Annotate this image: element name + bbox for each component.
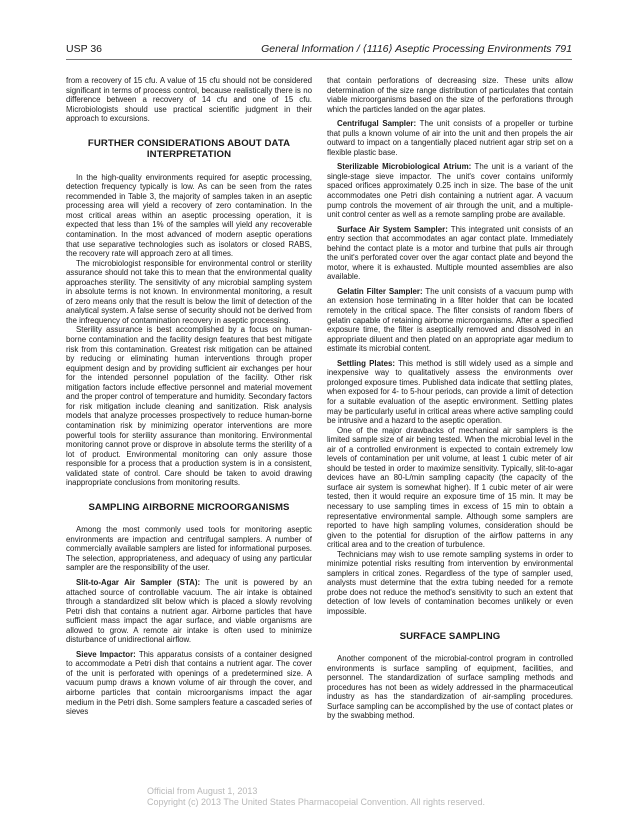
paragraph: that contain perforations of decreasing size. These units allow determination of the size range distribution of particulates that contain viable microorganisms based on the size of the perforations through which the particles landed on the agar plates.: [327, 76, 573, 114]
left-column: [66, 76, 312, 717]
section-heading-surface: SURFACE SAMPLING: [399, 630, 501, 642]
runin-label: Slit-to-Agar Air Sampler (STA):: [76, 578, 201, 588]
paragraph: Another component of the microbial-control program in controlled environments is surface sampling of equipment, facilities, and personnel. The standardization of surface sampling methods and procedures has not been as widely addressed in the pharmaceutical industry as has the standardization of air-sampling procedures. Surface sampling can be accomplished by the use of contact plates or by the swabbing method.: [327, 654, 573, 721]
section-heading-airborne: SAMPLING AIRBORNE MICROORGANISMS: [88, 501, 290, 513]
runin-label: Sieve Impactor:: [76, 649, 136, 659]
paragraph: In the high-quality environments required for aseptic processing, detection frequency typically is low. As can be seen from the rates recommended in Table 3, the majority of samples taken in an aseptic processing area will yield a recovery of zero contamination. In the most critical areas within an aseptic processing operation, it is expected that less than 1% of the samples will yield any recoverable contamination. In the most advanced of modern aseptic operations that use separative technologies such as isolators or closed RABS, the recovery rate will approach zero at all times.: [66, 172, 312, 259]
paragraph-settling: Settling Plates: This method is still widely used as a simple and inexpensive way to qualitatively assess the environments over prolonged exposure times. Published data indicate that settling plates, when exposed for 4- to 5-hour periods, can provide a limit of detection for a suitable evaluation of the aseptic environment. Settling plates may be particularly useful in critical areas where active sampling could be intrusive and a hazard to the aseptic operation.: [327, 358, 573, 426]
runin-label: Surface Air System Sampler:: [337, 224, 448, 234]
paragraph: Technicians may wish to use remote sampling systems in order to minimize potential risks resulting from intervention by environmental samplers in critical zones. Regardless of the type of sampler used, analysts must determine that the extra tubing needed for a remote probe does not reduce the method's sensitivity to such an extent that detection of low levels of contamination becomes unlikely or even impossible.: [327, 549, 573, 616]
footer-copyright: Copyright (c) 2013 The United States Pharmacopeial Convention. All rights reserved.: [147, 797, 486, 807]
runin-label: Centrifugal Sampler:: [337, 119, 417, 129]
runin-label: Settling Plates:: [337, 358, 396, 368]
paragraph-centrifugal: Centrifugal Sampler: The unit consists of a propeller or turbine that pulls a known volume of air into the unit and then propels the air outward to impact on a tangentially placed nutrient agar strip set on a flexible plastic base.: [327, 119, 573, 157]
footer-official-date: Official from August 1, 2013: [147, 786, 258, 796]
runin-label: Sterilizable Microbiological Atrium:: [337, 162, 472, 172]
paragraph-atrium: Sterilizable Microbiological Atrium: The unit is a variant of the single-stage sieve impactor. The unit's cover contains uniformly spaced orifices approximately 0.25 inch in size. The base of the unit accommodates one Petri dish containing a nutrient agar. A vacuum pump controls the movement of air through the unit, and a multiple-unit control center as well as a remote sampling probe are available.: [327, 162, 573, 220]
paragraph-sta: Slit-to-Agar Air Sampler (STA): The unit is powered by an attached source of controllable vacuum. The air intake is obtained through a standardized slit below which is placed a slowly revolving Petri dish that contains a nutrient agar. Airborne particles that have sufficient mass impact the agar surface, and viable organisms are allowed to grow. A remote air intake is often used to minimize disturbance of unidirectional airflow.: [66, 578, 312, 645]
header-chapter-title: General Information / ⟨1116⟩ Aseptic Processing Environments 791: [261, 43, 572, 55]
paragraph: from a recovery of 15 cfu. A value of 15 cfu should not be considered significant in terms of process control, because realistically there is no difference between a recovery of 14 cfu and one of 15 cfu. Microbiologists should use practical scientific judgment in their approach to excursions.: [66, 76, 312, 124]
right-column: [327, 76, 573, 721]
paragraph-sieve: Sieve Impactor: This apparatus consists of a container designed to accommodate a Petri dish that contains a nutrient agar. The cover of the unit is perforated with openings of a predetermined size. A vacuum pump draws a known volume of air through the cover, and airborne particles that contain microorganisms impact the agar medium in the Petri dish. Some samplers feature a cascaded series of sieves: [66, 649, 313, 717]
paragraph: Sterility assurance is best accomplished by a focus on human-borne contamination and the facility design features that best mitigate risk from this contamination. Greatest risk mitigation can be attained by reducing or eliminating human interventions through proper equipment design and by providing sufficient air exchanges per hour for the intended personnel population of the facility. Other risk mitigation factors include effective personnel and material movement and the proper control of temperature and humidity. Secondary factors for risk mitigation include cleaning and sanitization. Risk analysis models that analyze processes prospectively to reduce human-borne contamination risk by minimizing operator interventions are more powerful tools for sterility assurance than monitoring. Environmental monitoring cannot prove or disprove in absolute terms the sterility of a lot of product. Environmental monitoring can only assure those responsible for a process that a production system is in a consistent, validated state of control. Care should be taken to avoid drawing inappropriate conclusions from monitoring results.: [66, 325, 312, 488]
paragraph: The microbiologist responsible for environmental control or sterility assurance should not take this to mean that the environmental quality approaches sterility. The sensitivity of any microbial sampling system in absolute terms is not known. In environmental monitoring, a result of zero means only that the result is below the limit of detection of the analytical system. A false sense of security should not be derived from the infrequency of contamination recovery in aseptic processing.: [66, 258, 312, 325]
header-rule: [66, 59, 572, 60]
running-header: [66, 42, 572, 56]
paragraph: One of the major drawbacks of mechanical air samplers is the limited sample size of air being tested. When the microbial level in the air of a controlled environment is expected to contain extremely low levels of contamination per unit volume, at least 1 cubic meter of air should be tested in order to maximize sensitivity. Typically, slit-to-agar devices have an 80-L/min sampling capacity (the capacity of the surface air system is somewhat higher). If 1 cubic meter of air were tested, then it would require an exposure time of 15 min. It may be necessary to use sampling times in excess of 15 min to obtain a representative environmental sample. Although some samplers are reported to have high sampling volumes, consideration should be given to the potential for disruption of the airflow patterns in any critical area and to the creation of turbulence.: [327, 425, 573, 550]
copyright-footer: [147, 786, 567, 808]
paragraph-gelatin: Gelatin Filter Sampler: The unit consists of a vacuum pump with an extension hose terminating in a filter holder that can be located remotely in the critical space. The filter consists of random fibers of gelatin capable of retaining airborne microorganisms. After a specified exposure time, the filter is aseptically removed and dissolved in an appropriate diluent and then plated on an appropriate agar medium to estimate its microbial content.: [327, 286, 573, 354]
paragraph: Among the most commonly used tools for monitoring aseptic environments are impaction and centrifugal samplers. A number of commercially available samplers are listed for informational purposes. The selection, appropriateness, and adequacy of using any particular sampler are the responsibility of the user.: [66, 525, 312, 573]
paragraph-surface-air: Surface Air System Sampler: This integrated unit consists of an entry section that accommodates an agar contact plate. Immediately behind the contact plate is a motor and turbine that pulls air through the unit's perforated cover over the agar contact plate and beyond the motor, where it is exhausted. Multiple mounted assemblies are also available.: [327, 224, 573, 282]
header-book-label: USP 36: [66, 43, 102, 55]
section-heading-data-interpretation: FURTHER CONSIDERATIONS ABOUT DATA INTERPRETATION: [87, 137, 291, 161]
runin-label: Gelatin Filter Sampler:: [337, 286, 423, 296]
